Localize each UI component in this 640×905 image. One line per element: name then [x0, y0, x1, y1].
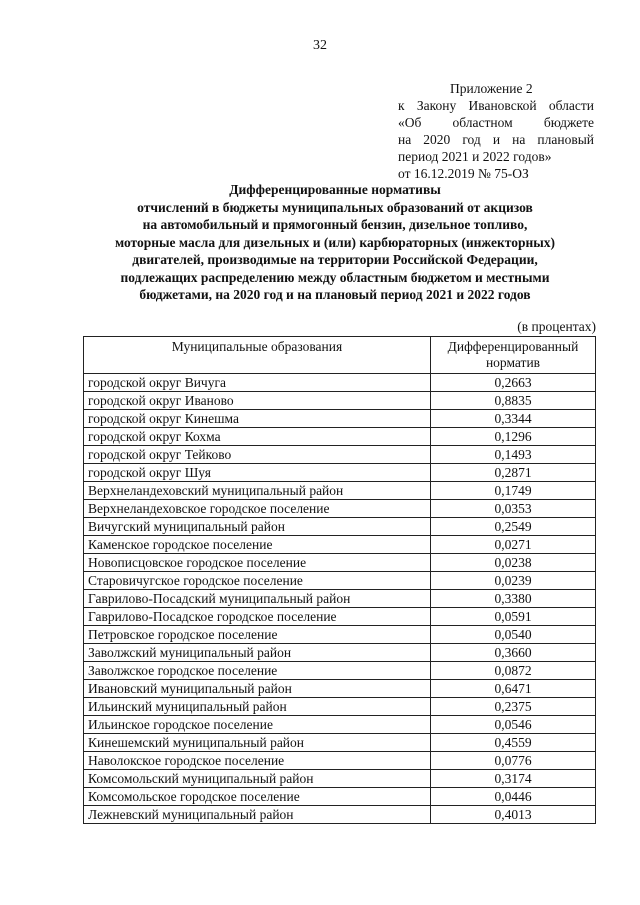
municipality-name: Вичугский муниципальный район	[84, 518, 431, 536]
unit-note: (в процентах)	[517, 319, 596, 334]
municipality-name: городской округ Кинешма	[84, 410, 431, 428]
table-row	[84, 518, 596, 536]
municipality-name: Ильинский муниципальный район	[84, 698, 431, 716]
document-heading	[70, 181, 600, 304]
norm-value: 0,1493	[431, 446, 596, 464]
heading-line: моторные масла для дизельных и (или) карбюраторных (инжекторных)	[114, 234, 556, 250]
table-row	[84, 662, 596, 680]
norm-value: 0,2549	[431, 518, 596, 536]
table-header-row	[84, 337, 596, 374]
table-row	[84, 626, 596, 644]
heading-line: Дифференцированные нормативы	[229, 182, 441, 197]
municipality-name: Комсомольское городское поселение	[84, 788, 431, 806]
heading-line: двигателей, производимые на территории Российской Федерации,	[132, 252, 538, 267]
table-row	[84, 752, 596, 770]
municipality-name: Заволжское городское поселение	[84, 662, 431, 680]
norm-value: 0,2663	[431, 374, 596, 392]
table-row	[84, 428, 596, 446]
norm-value: 0,2871	[431, 464, 596, 482]
appendix-line: «Об областном бюджете	[398, 115, 594, 130]
table-row	[84, 572, 596, 590]
norm-value: 0,3344	[431, 410, 596, 428]
heading-line: бюджетами, на 2020 год и на плановый период 2021 и 2022 годов	[139, 287, 531, 302]
municipality-name: Гаврилово-Посадское городское поселение	[84, 608, 431, 626]
municipality-name: городской округ Вичуга	[84, 374, 431, 392]
appendix-line: от 16.12.2019 № 75-ОЗ	[398, 166, 529, 181]
municipality-name: Каменское городское поселение	[84, 536, 431, 554]
norm-value: 0,0353	[431, 500, 596, 518]
municipality-name: Кинешемский муниципальный район	[84, 734, 431, 752]
table-row	[84, 536, 596, 554]
norm-value: 0,0271	[431, 536, 596, 554]
table-row	[84, 554, 596, 572]
norm-value: 0,0776	[431, 752, 596, 770]
norm-value: 0,1296	[431, 428, 596, 446]
municipality-name: Ивановский муниципальный район	[84, 680, 431, 698]
table-row	[84, 392, 596, 410]
table-row	[84, 482, 596, 500]
table-body	[84, 374, 596, 824]
table-row	[84, 716, 596, 734]
norm-value: 0,0239	[431, 572, 596, 590]
municipality-name: Верхнеландеховское городское поселение	[84, 500, 431, 518]
municipality-name: Старовичугское городское поселение	[84, 572, 431, 590]
table-row	[84, 464, 596, 482]
norms-table	[83, 336, 596, 824]
heading-line: отчислений в бюджеты муниципальных образований от акцизов	[137, 199, 533, 215]
table-row	[84, 410, 596, 428]
norm-value: 0,3174	[431, 770, 596, 788]
page-number: 32	[313, 38, 327, 53]
municipality-name: Новописцовское городское поселение	[84, 554, 431, 572]
municipality-name: Лежневский муниципальный район	[84, 806, 431, 824]
table-row	[84, 680, 596, 698]
municipality-name: Петровское городское поселение	[84, 626, 431, 644]
municipality-name: Гаврилово-Посадский муниципальный район	[84, 590, 431, 608]
norm-value: 0,0540	[431, 626, 596, 644]
municipality-name: Ильинское городское поселение	[84, 716, 431, 734]
municipality-name: Комсомольский муниципальный район	[84, 770, 431, 788]
norm-value: 0,6471	[431, 680, 596, 698]
municipality-name: городской округ Шуя	[84, 464, 431, 482]
norm-value: 0,0872	[431, 662, 596, 680]
norm-value: 0,3660	[431, 644, 596, 662]
table-row	[84, 734, 596, 752]
norm-value: 0,3380	[431, 590, 596, 608]
table-row	[84, 446, 596, 464]
norm-value: 0,0591	[431, 608, 596, 626]
appendix-line: к Закону Ивановской области	[398, 98, 594, 113]
norm-value: 0,4013	[431, 806, 596, 824]
norm-value: 0,2375	[431, 698, 596, 716]
table-row	[84, 608, 596, 626]
table-row	[84, 374, 596, 392]
table-row	[84, 806, 596, 824]
municipality-name: городской округ Кохма	[84, 428, 431, 446]
appendix-line: на 2020 год и на плановый	[398, 132, 594, 147]
appendix-block	[398, 80, 594, 182]
norm-value: 0,0446	[431, 788, 596, 806]
heading-line: подлежащих распределению между областным бюджетом и местными	[120, 269, 550, 285]
header-municipality: Муниципальные образования	[84, 337, 431, 374]
municipality-name: городской округ Иваново	[84, 392, 431, 410]
table-row	[84, 698, 596, 716]
municipality-name: Заволжский муниципальный район	[84, 644, 431, 662]
table-row	[84, 644, 596, 662]
norm-value: 0,8835	[431, 392, 596, 410]
norm-value: 0,0238	[431, 554, 596, 572]
municipality-name: городской округ Тейково	[84, 446, 431, 464]
municipality-name: Наволокское городское поселение	[84, 752, 431, 770]
norm-value: 0,4559	[431, 734, 596, 752]
norm-value: 0,1749	[431, 482, 596, 500]
table-row	[84, 500, 596, 518]
heading-line: на автомобильный и прямогонный бензин, дизельное топливо,	[142, 217, 528, 232]
table-row	[84, 788, 596, 806]
norm-value: 0,0546	[431, 716, 596, 734]
municipality-name: Верхнеландеховский муниципальный район	[84, 482, 431, 500]
table-row	[84, 590, 596, 608]
header-norm: Дифференцированный норматив	[431, 337, 596, 374]
appendix-line: период 2021 и 2022 годов»	[398, 149, 552, 164]
appendix-title: Приложение 2	[450, 81, 533, 96]
table-row	[84, 770, 596, 788]
